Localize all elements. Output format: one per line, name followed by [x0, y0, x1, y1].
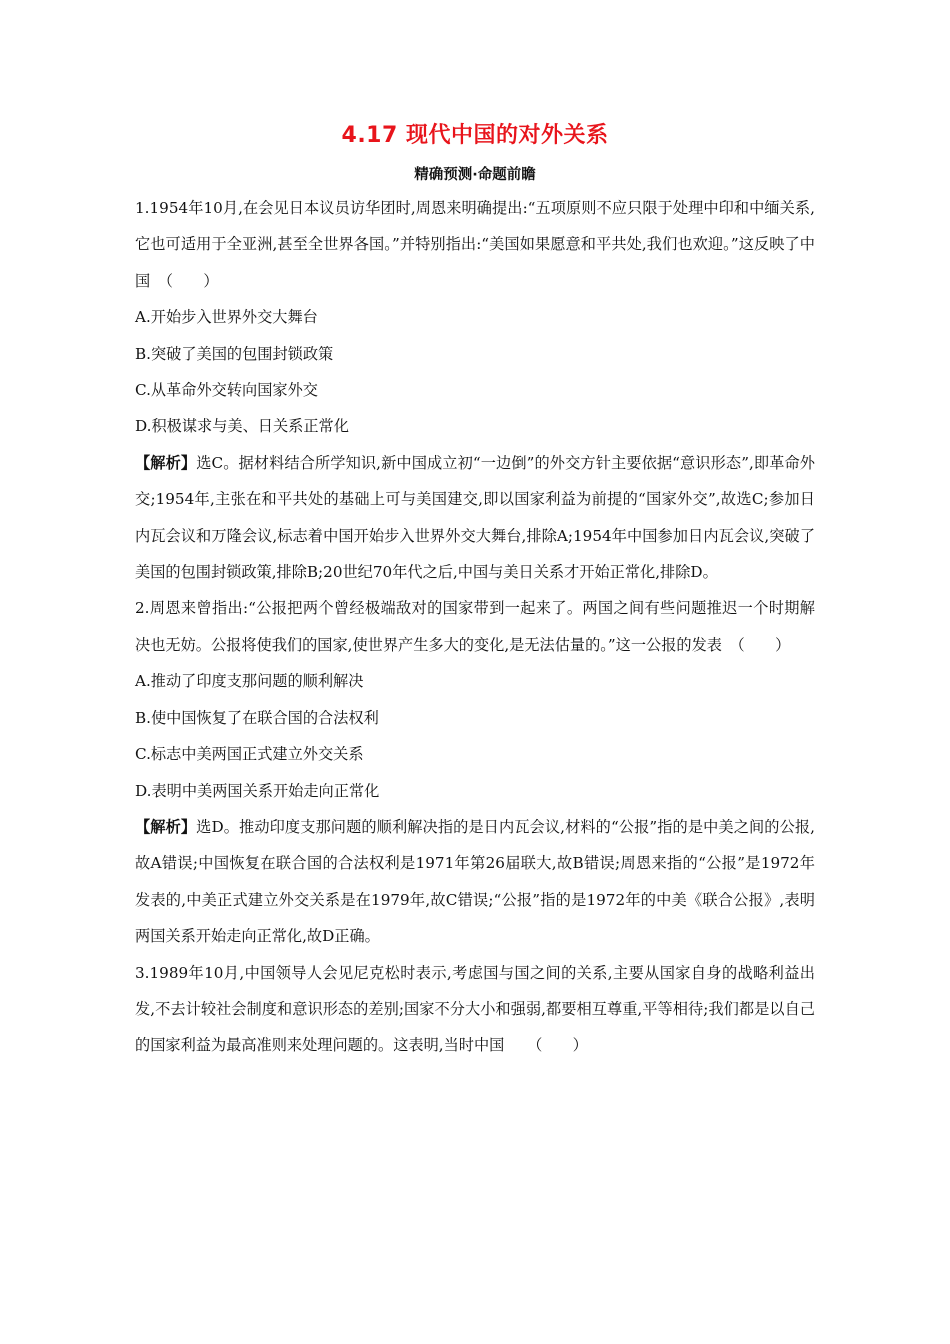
option-d: D.积极谋求与美、日关系正常化 [135, 417, 349, 436]
page-title: 4.17 现代中国的对外关系 [341, 123, 609, 148]
option-a: A.推动了印度支那问题的顺利解决 [135, 672, 364, 691]
question-stem: 1.1954年10月,在会见日本议员访华团时,周恩来明确提出:“五项原则不应只限于处理中印和中缅关系,它也可适用于全亚洲,甚至全世界各国。”并特别指出:“美国如果愿意和平共处,我们也欢迎。”这反映了中国 （ ） [135, 199, 815, 290]
option-b: B.突破了美国的包围封锁政策 [135, 344, 334, 363]
question-1 [135, 190, 815, 590]
section-subtitle: 精确预测·命题前瞻 [414, 167, 536, 183]
question-3 [135, 955, 815, 1064]
analysis-text: 选D。推动印度支那问题的顺利解决指的是日内瓦会议,材料的“公报”指的是中美之间的公报,故A错误;中国恢复在联合国的合法权利是1971年第26届联大,故B错误;周恩来指的“公报”是1972年发表的,中美正式建立外交关系是在1979年,故C错误;“公报”指的是1972年的中美《联合公报》,表明两国关系开始走向正常化,故D正确。 [135, 817, 815, 946]
question-stem: 3.1989年10月,中国领导人会见尼克松时表示,考虑国与国之间的关系,主要从国家自身的战略利益出发,不去计较社会制度和意识形态的差别;国家不分大小和强弱,都要相互尊重,平等相待;我们都是以自己的国家利益为最高准则来处理问题的。这表明,当时中国 （ ） [135, 963, 815, 1055]
analysis [135, 445, 815, 591]
option-b: B.使中国恢复了在联合国的合法权利 [135, 708, 379, 727]
analysis-text: 选C。据材料结合所学知识,新中国成立初“一边倒”的外交方针主要依据“意识形态”,即革命外交;1954年,主张在和平共处的基础上可与美国建交,即以国家利益为前提的“国家外交”,故选C;参加日内瓦会议和万隆会议,标志着中国开始步入世界外交大舞台,排除A;1954年中国参加日内瓦会议,突破了美国的包围封锁政策,排除B;20世纪70年代之后,中国与美日关系才开始正常化,排除D。 [135, 453, 815, 582]
option-c: C.标志中美两国正式建立外交关系 [135, 745, 364, 764]
analysis-tag: 【解析】 [135, 453, 197, 472]
question-stem: 2.周恩来曾指出:“公报把两个曾经极端敌对的国家带到一起来了。两国之间有些问题推迟一个时期解决也无妨。公报将使我们的国家,使世界产生多大的变化,是无法估量的。”这一公报的发表 （ ） [135, 599, 815, 654]
analysis-tag: 【解析】 [135, 817, 197, 836]
question-2 [135, 590, 815, 954]
option-d: D.表明中美两国关系开始走向正常化 [135, 781, 380, 800]
option-a: A.开始步入世界外交大舞台 [135, 308, 318, 327]
analysis [135, 809, 815, 955]
option-c: C.从革命外交转向国家外交 [135, 381, 318, 400]
document-body [135, 190, 815, 1064]
